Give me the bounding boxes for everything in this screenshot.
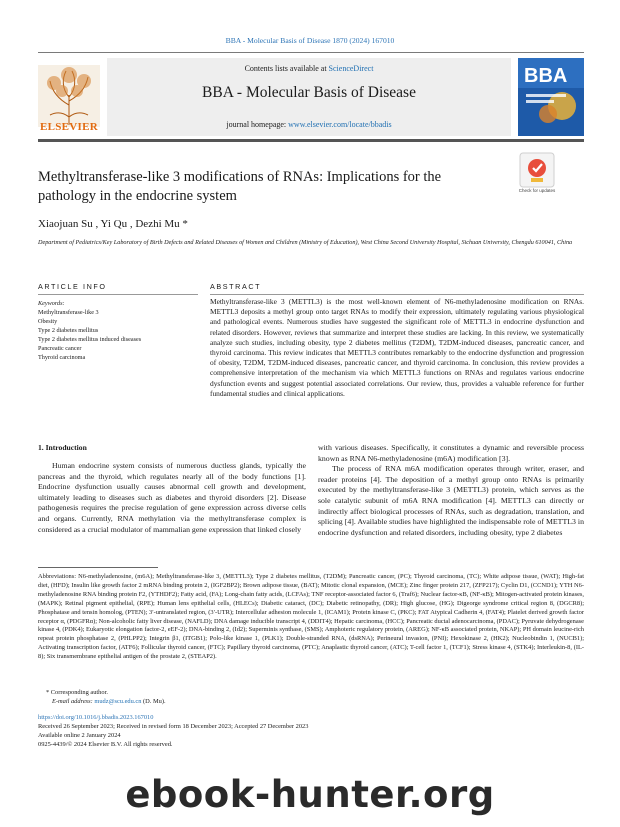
intro-paragraph: with various diseases. Specifically, it constitutes a dynamic and reversible process known as RNA N6-methyladenosine (m6A) modification [3]. [318,443,584,463]
header-rule [38,52,584,53]
masthead-bottom-rule [38,139,584,142]
abbreviations-footnote: Abbreviations: N6-methyladenosine, (m6A); Methyltransferase-like 3, (METTL3); Type 2 diabetes mellitus, (T2DM); Pancreatic cancer, (PC); Thyroid carcinoma, (TC); White adipose tissue, (WAT); High-fat diet, (HFD); Insulin like growth factor 2 mRNA binding protein 2, (IGF2BP2); Brown adipose tissue, (BAT); Mitotic clonal expansion, (MCE); Zinc finger protein 217, (ZFP217); Cyclin D1, (CCND1); YTH N6-methyladenosine RNA binding protein F2, (YTHDF2); Fatty acid, (FA); Long-chain fatty acids, (LCFAs); TNF receptor-associated factor 6, (Traf6); Nuclear factor-κB, (NF-κB); Mitogen-activated protein kinases, (MAPK); Retinal pigment epithelial, (RPE); Human lens epithelial cells, (HLECs); Diabetic cataract, (DC); Diabetic retinopathy, (DR); High glucose, (HG); Digeorge syndrome critical region 8, (DGCR8); Phosphatase and tensin homolog, (PTEN); 3′-untranslated region, (3′-UTR); Intercellular adhesion molecule 1, (ICAM1); Protein kinase C, (PKC); FAT Atypical Cadherin 4, (FAT4); Platelet derived growth factor receptor α, (PDGFRα); Non-alcoholic fatty liver disease, (NAFLD); DNA damage inducible transcript 4, (DDIT4); Hepatic carcinoma, (HCC); Pancreatic ductal adenocarcinoma, (PDAC); Pyruvate dehydrogenase kinase 4, (PDK4); Eukaryotic elongation factor-2, eEF-2); DNA-binding 2, (Id2); Superminis synthase, (SMS); Amphoteric regulatory protein, (AREG); NF-κB associated protein, NKAP); PH domain leucine-rich repeat protein phosphatase 2, (PHLPP2); Integrin β1, (ITGB1); Polo-like kinase 1, (PLK1); Double-stranded RNA, (dsRNA); Perineural invasion, (PNI); Hexokinase 2, (HK2); Nucleobindin 1, (NUCB1); Activating transcription factor, (ATF6); Follicular thyroid cancer, (FTC); Papillary thyroid carcinoma, (PTC); Anaplastic thyroid cancer, (ATC); T-cell factor 1, (TCF1); Stress kinase 4, (STK4); Interleukin-8, (IL-8); Six transmembrane epithelial antigen of the prostate 2, (STEAP2). [38,573,584,661]
cover-title: BBA [524,65,568,87]
keyword-item: Methyltransferase-like 3 [38,309,99,316]
abstract-text: Methyltransferase-like 3 (METTL3) is the most well-known element of N6-methyladenosine modification on RNAs. METTL3 deposits a methyl group onto target RNAs to modify their expression, ultimately regulating various physiological and pathological events. Numerous studies have suggested the significant role of METTL3 in endocrine dysfunction and related disorders. However, reviews that summarize and interpret these studies are lacking. In this review, we systematically analyze such studies, including obesity, type 2 diabetes mellitus (T2DM), T2DM-induced diseases, pancreatic cancer, and thyroid carcinoma. This review indicates that METTL3 contributes remarkably to the endocrine dysfunction and progression of obesity, T2DM, T2DM-induced diseases, pancreatic cancer, and thyroid carcinoma. In conclusion, this review provides a comprehensive interpretation of the mechanism via which METTL3 functions on RNAs and regulates various endocrine dysfunction events and suggest potential associated correlations. Our review, thus, provides a valuable reference for further fundamental studies and clinical applications. [210,297,584,398]
intro-paragraph: The process of RNA m6A modification operates through writer, eraser, and reader proteins [4]. The deposition of a methyl group onto RNAs is primarily executed by the methyltransferase-like 3 (METTL3) protein, which serves as the sole catalytic subunit of m6A RNA modification [4]. METTL3 can directly or indirectly affect biological processes of RNAs, such as degradation, translation, and splicing [4]. Available studies have highlighted the indispensable role of METTL3 in endocrine dysfunction and related disorders, including obesity, type 2 diabetes [318,464,584,537]
affiliation: Department of Pediatrics/Key Laboratory of Birth Defects and Related Diseases of Women and Children (Ministry of Education), West China Second University Hospital, Sichuan University, Chengdu 610041, China [38,239,573,246]
keyword-item: Thyroid carcinoma [38,354,86,361]
homepage-line [107,120,511,129]
abstract-rule [210,294,584,295]
elsevier-wordmark: ELSEVIER [39,121,99,133]
journal-cover-image [518,58,584,136]
email-link[interactable]: mudz@scu.edu.cn [94,698,142,705]
email-line [52,698,166,705]
contents-prefix: Contents lists available at [244,64,329,73]
footnote-rule [38,567,158,568]
intro-column-right [318,443,584,538]
keyword-item: Obesity [38,318,58,325]
journal-reference-link[interactable]: BBA - Molecular Basis of Disease 1870 (2024) 167010 [225,36,395,45]
doi-link[interactable]: https://doi.org/10.1016/j.bbadis.2023.167010 [38,714,154,721]
journal-name: BBA - Molecular Basis of Disease [202,84,416,101]
received-dates: Received 26 September 2023; Received in revised form 18 December 2023; Accepted 27 December 2023 [38,723,309,730]
contents-line [107,64,511,73]
keyword-item: Pancreatic cancer [38,345,82,352]
article-title: Methyltransferase-like 3 modifications of RNAs: Implications for the pathology in the endocrine system [38,169,442,204]
watermark-text: ebook-hunter.org [125,773,495,816]
check-for-updates-label[interactable]: Check for updates [518,188,556,193]
corresponding-author-note: * Corresponding author. [46,689,108,696]
email-label: E-mail address: [52,698,95,705]
abstract-heading: ABSTRACT [210,282,262,291]
homepage-link[interactable]: www.elsevier.com/locate/bbadis [288,120,392,129]
author-list: Xiaojuan Su , Yi Qu , Dezhi Mu * [38,218,188,230]
introduction-heading: 1. Introduction [38,443,87,452]
article-info-rule [38,294,198,295]
sciencedirect-link[interactable]: ScienceDirect [328,64,374,73]
keyword-item: Type 2 diabetes mellitus [38,327,99,334]
copyright-line: 0925-4439/© 2024 Elsevier B.V. All rights reserved. [38,741,173,748]
email-suffix: (D. Mu). [141,698,166,705]
intro-paragraph: Human endocrine system consists of numerous ductless glands, typically the pancreas and the thyroid, which regulates nearly all of the body functions [1]. Endocrine dysfunction usually causes abnormal cell growth and development, ultimately leading to diseases such as diabetes and thyroid disorders [2]. Disease pathogenesis requires the precise regulation of gene expression across diverse cells and organs. Currently, RNA methylation via the methyltransferase complex is considered as a crucial modulator of mammalian gene expression that linked closely [38,461,306,534]
check-for-updates-icon[interactable] [519,152,555,188]
article-info-heading: ARTICLE INFO [38,282,107,291]
available-online-date: Available online 2 January 2024 [38,732,121,739]
keywords-label: Keywords: [38,300,65,307]
homepage-prefix: journal homepage: [226,120,289,129]
keyword-item: Type 2 diabetes mellitus induced diseases [38,336,142,343]
intro-column-left [38,461,306,535]
